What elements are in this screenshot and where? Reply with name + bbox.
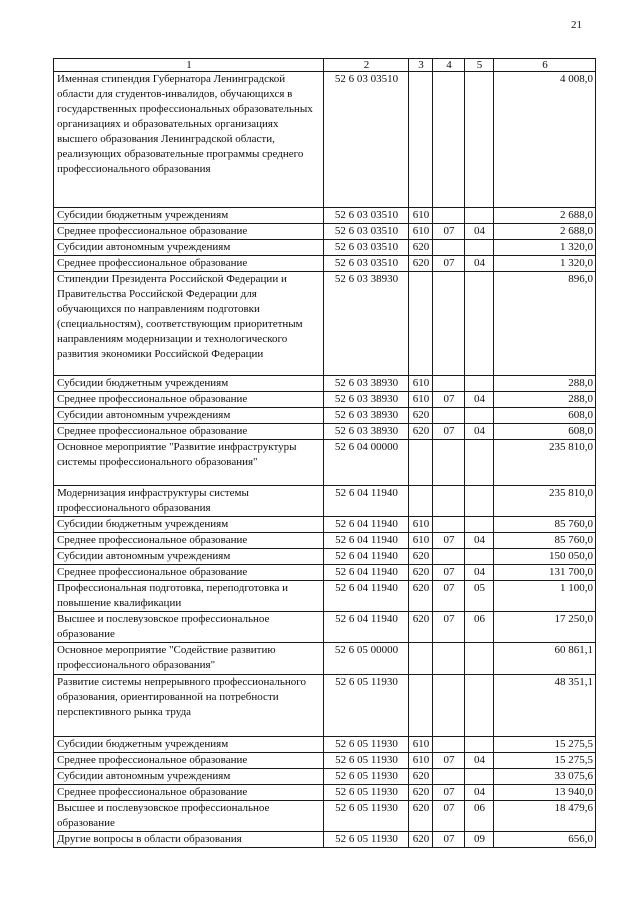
row-code: 52 6 03 03510 — [324, 240, 409, 256]
header-col-1: 1 — [54, 59, 324, 72]
table-row — [54, 486, 596, 517]
row-col5 — [465, 643, 494, 675]
row-col3: 620 — [409, 256, 433, 272]
row-amount: 1 100,0 — [494, 581, 596, 612]
row-col4: 07 — [433, 753, 465, 769]
row-col3: 620 — [409, 408, 433, 424]
row-name: Модернизация инфраструктуры системы профессионального образования — [54, 486, 324, 517]
row-name: Среднее профессиональное образование — [54, 753, 324, 769]
row-name: Основное мероприятие "Развитие инфраструктуры системы профессионального образования" — [54, 440, 324, 486]
row-col3 — [409, 440, 433, 486]
row-amount: 4 008,0 — [494, 72, 596, 208]
row-amount: 33 075,6 — [494, 769, 596, 785]
row-col3: 610 — [409, 753, 433, 769]
row-code: 52 6 03 03510 — [324, 72, 409, 208]
row-code: 52 6 04 11940 — [324, 565, 409, 581]
row-col3 — [409, 272, 433, 376]
row-code: 52 6 04 11940 — [324, 549, 409, 565]
row-col4 — [433, 675, 465, 737]
row-code: 52 6 03 03510 — [324, 208, 409, 224]
row-col5 — [465, 408, 494, 424]
row-name: Среднее профессиональное образование — [54, 256, 324, 272]
header-col-6: 6 — [494, 59, 596, 72]
row-col5: 04 — [465, 392, 494, 408]
row-col3: 620 — [409, 240, 433, 256]
row-col5: 09 — [465, 832, 494, 848]
table-row — [54, 549, 596, 565]
row-col5 — [465, 272, 494, 376]
row-name: Субсидии бюджетным учреждениям — [54, 208, 324, 224]
row-col5 — [465, 240, 494, 256]
row-col5: 06 — [465, 612, 494, 643]
row-name: Субсидии автономным учреждениям — [54, 549, 324, 565]
table-row — [54, 785, 596, 801]
row-col3: 610 — [409, 517, 433, 533]
table-row — [54, 440, 596, 486]
row-code: 52 6 04 11940 — [324, 517, 409, 533]
table-row — [54, 272, 596, 376]
table-row — [54, 376, 596, 392]
row-amount: 15 275,5 — [494, 737, 596, 753]
row-col5: 06 — [465, 801, 494, 832]
row-code: 52 6 03 38930 — [324, 272, 409, 376]
row-amount: 608,0 — [494, 408, 596, 424]
row-amount: 60 861,1 — [494, 643, 596, 675]
row-code: 52 6 05 11930 — [324, 675, 409, 737]
row-col4 — [433, 440, 465, 486]
row-col4: 07 — [433, 785, 465, 801]
row-name: Высшее и послевузовское профессиональное образование — [54, 801, 324, 832]
row-col4 — [433, 737, 465, 753]
row-amount: 85 760,0 — [494, 533, 596, 549]
row-col3: 620 — [409, 832, 433, 848]
row-code: 52 6 03 03510 — [324, 224, 409, 240]
row-col4: 07 — [433, 801, 465, 832]
table-row — [54, 753, 596, 769]
row-code: 52 6 05 11930 — [324, 753, 409, 769]
row-col4 — [433, 72, 465, 208]
row-col4: 07 — [433, 424, 465, 440]
row-col3: 610 — [409, 533, 433, 549]
table-header-row — [54, 59, 596, 72]
row-amount: 13 940,0 — [494, 785, 596, 801]
row-col4: 07 — [433, 832, 465, 848]
table-row — [54, 769, 596, 785]
row-name: Среднее профессиональное образование — [54, 785, 324, 801]
row-amount: 2 688,0 — [494, 208, 596, 224]
row-amount: 235 810,0 — [494, 486, 596, 517]
row-name: Субсидии бюджетным учреждениям — [54, 376, 324, 392]
row-col4 — [433, 376, 465, 392]
row-amount: 131 700,0 — [494, 565, 596, 581]
row-col4 — [433, 769, 465, 785]
table-row — [54, 581, 596, 612]
row-amount: 235 810,0 — [494, 440, 596, 486]
table-row — [54, 737, 596, 753]
row-code: 52 6 05 11930 — [324, 832, 409, 848]
row-col4 — [433, 208, 465, 224]
table-row — [54, 517, 596, 533]
row-col4 — [433, 408, 465, 424]
row-code: 52 6 04 11940 — [324, 581, 409, 612]
row-col4: 07 — [433, 533, 465, 549]
row-amount: 48 351,1 — [494, 675, 596, 737]
row-col4: 07 — [433, 256, 465, 272]
header-col-3: 3 — [409, 59, 433, 72]
row-col4 — [433, 272, 465, 376]
row-col3: 620 — [409, 801, 433, 832]
row-name: Субсидии автономным учреждениям — [54, 769, 324, 785]
row-col3: 620 — [409, 424, 433, 440]
row-col3: 620 — [409, 769, 433, 785]
row-col4 — [433, 240, 465, 256]
header-col-2: 2 — [324, 59, 409, 72]
row-col3: 620 — [409, 581, 433, 612]
row-col4 — [433, 517, 465, 533]
row-col5: 04 — [465, 565, 494, 581]
row-col3: 610 — [409, 376, 433, 392]
row-code: 52 6 04 00000 — [324, 440, 409, 486]
row-col5 — [465, 675, 494, 737]
row-name: Субсидии бюджетным учреждениям — [54, 737, 324, 753]
row-col5 — [465, 208, 494, 224]
row-amount: 656,0 — [494, 832, 596, 848]
row-code: 52 6 04 11940 — [324, 612, 409, 643]
row-name: Среднее профессиональное образование — [54, 565, 324, 581]
table-row — [54, 256, 596, 272]
row-code: 52 6 05 11930 — [324, 785, 409, 801]
row-name: Развитие системы непрерывного профессионального образования, ориентированной на потребности перспективного рынка труда — [54, 675, 324, 737]
row-col3: 610 — [409, 737, 433, 753]
row-amount: 608,0 — [494, 424, 596, 440]
row-col5: 04 — [465, 256, 494, 272]
row-name: Стипендии Президента Российской Федерации и Правительства Российской Федерации для обучающихся по направлениям подготовки (специальностям), соответствующим приоритетным направлениям модернизации и технологического развития экономики Российской Федерации — [54, 272, 324, 376]
row-col4: 07 — [433, 224, 465, 240]
row-name: Высшее и послевузовское профессиональное образование — [54, 612, 324, 643]
row-col5 — [465, 737, 494, 753]
row-col4 — [433, 643, 465, 675]
row-col4 — [433, 486, 465, 517]
row-col3 — [409, 486, 433, 517]
row-col4: 07 — [433, 612, 465, 643]
row-col3: 620 — [409, 549, 433, 565]
row-amount: 150 050,0 — [494, 549, 596, 565]
table-row — [54, 208, 596, 224]
row-col5 — [465, 486, 494, 517]
row-name: Среднее профессиональное образование — [54, 424, 324, 440]
row-name: Субсидии бюджетным учреждениям — [54, 517, 324, 533]
row-code: 52 6 03 38930 — [324, 392, 409, 408]
row-col5: 05 — [465, 581, 494, 612]
row-col5: 04 — [465, 753, 494, 769]
row-col5: 04 — [465, 785, 494, 801]
row-col3: 620 — [409, 785, 433, 801]
row-col5 — [465, 549, 494, 565]
row-col4: 07 — [433, 565, 465, 581]
row-col3: 620 — [409, 612, 433, 643]
row-name: Субсидии автономным учреждениям — [54, 408, 324, 424]
row-amount: 18 479,6 — [494, 801, 596, 832]
row-name: Профессиональная подготовка, переподготовка и повышение квалификации — [54, 581, 324, 612]
row-code: 52 6 05 11930 — [324, 737, 409, 753]
row-col4: 07 — [433, 581, 465, 612]
row-col3: 610 — [409, 224, 433, 240]
row-col5: 04 — [465, 224, 494, 240]
table-row — [54, 424, 596, 440]
row-code: 52 6 04 11940 — [324, 533, 409, 549]
row-name: Именная стипендия Губернатора Ленинградской области для студентов-инвалидов, обучающихся в государственных профессиональных образовательных организациях и образовательных организациях высшего образования Ленинградской области, реализующих образовательные программы среднего профессионального образования — [54, 72, 324, 208]
row-code: 52 6 05 11930 — [324, 801, 409, 832]
row-col4 — [433, 549, 465, 565]
header-col-4: 4 — [433, 59, 465, 72]
row-col3 — [409, 643, 433, 675]
table-row — [54, 675, 596, 737]
row-name: Субсидии автономным учреждениям — [54, 240, 324, 256]
row-col5: 04 — [465, 533, 494, 549]
row-code: 52 6 04 11940 — [324, 486, 409, 517]
row-amount: 17 250,0 — [494, 612, 596, 643]
row-amount: 1 320,0 — [494, 240, 596, 256]
row-col3 — [409, 72, 433, 208]
row-amount: 2 688,0 — [494, 224, 596, 240]
table-row — [54, 643, 596, 675]
row-code: 52 6 03 38930 — [324, 408, 409, 424]
row-code: 52 6 03 38930 — [324, 376, 409, 392]
row-code: 52 6 03 03510 — [324, 256, 409, 272]
row-col5 — [465, 376, 494, 392]
row-name: Среднее профессиональное образование — [54, 392, 324, 408]
row-col3: 610 — [409, 392, 433, 408]
row-col3 — [409, 675, 433, 737]
row-col4: 07 — [433, 392, 465, 408]
row-code: 52 6 05 00000 — [324, 643, 409, 675]
row-col5: 04 — [465, 424, 494, 440]
page-number: 21 — [571, 19, 582, 31]
table-row — [54, 801, 596, 832]
row-amount: 1 320,0 — [494, 256, 596, 272]
row-amount: 85 760,0 — [494, 517, 596, 533]
row-col5 — [465, 769, 494, 785]
row-code: 52 6 05 11930 — [324, 769, 409, 785]
table-row — [54, 612, 596, 643]
budget-table — [53, 58, 596, 848]
row-code: 52 6 03 38930 — [324, 424, 409, 440]
row-name: Основное мероприятие "Содействие развитию профессионального образования" — [54, 643, 324, 675]
header-col-5: 5 — [465, 59, 494, 72]
table-row — [54, 832, 596, 848]
row-amount: 896,0 — [494, 272, 596, 376]
table-row — [54, 392, 596, 408]
table-row — [54, 565, 596, 581]
table-row — [54, 533, 596, 549]
table-row — [54, 240, 596, 256]
row-col5 — [465, 517, 494, 533]
row-col3: 620 — [409, 565, 433, 581]
row-amount: 15 275,5 — [494, 753, 596, 769]
table-row — [54, 408, 596, 424]
row-col5 — [465, 440, 494, 486]
row-name: Среднее профессиональное образование — [54, 533, 324, 549]
table-row — [54, 72, 596, 208]
table-row — [54, 224, 596, 240]
row-amount: 288,0 — [494, 392, 596, 408]
row-amount: 288,0 — [494, 376, 596, 392]
row-name: Другие вопросы в области образования — [54, 832, 324, 848]
row-name: Среднее профессиональное образование — [54, 224, 324, 240]
row-col3: 610 — [409, 208, 433, 224]
row-col5 — [465, 72, 494, 208]
